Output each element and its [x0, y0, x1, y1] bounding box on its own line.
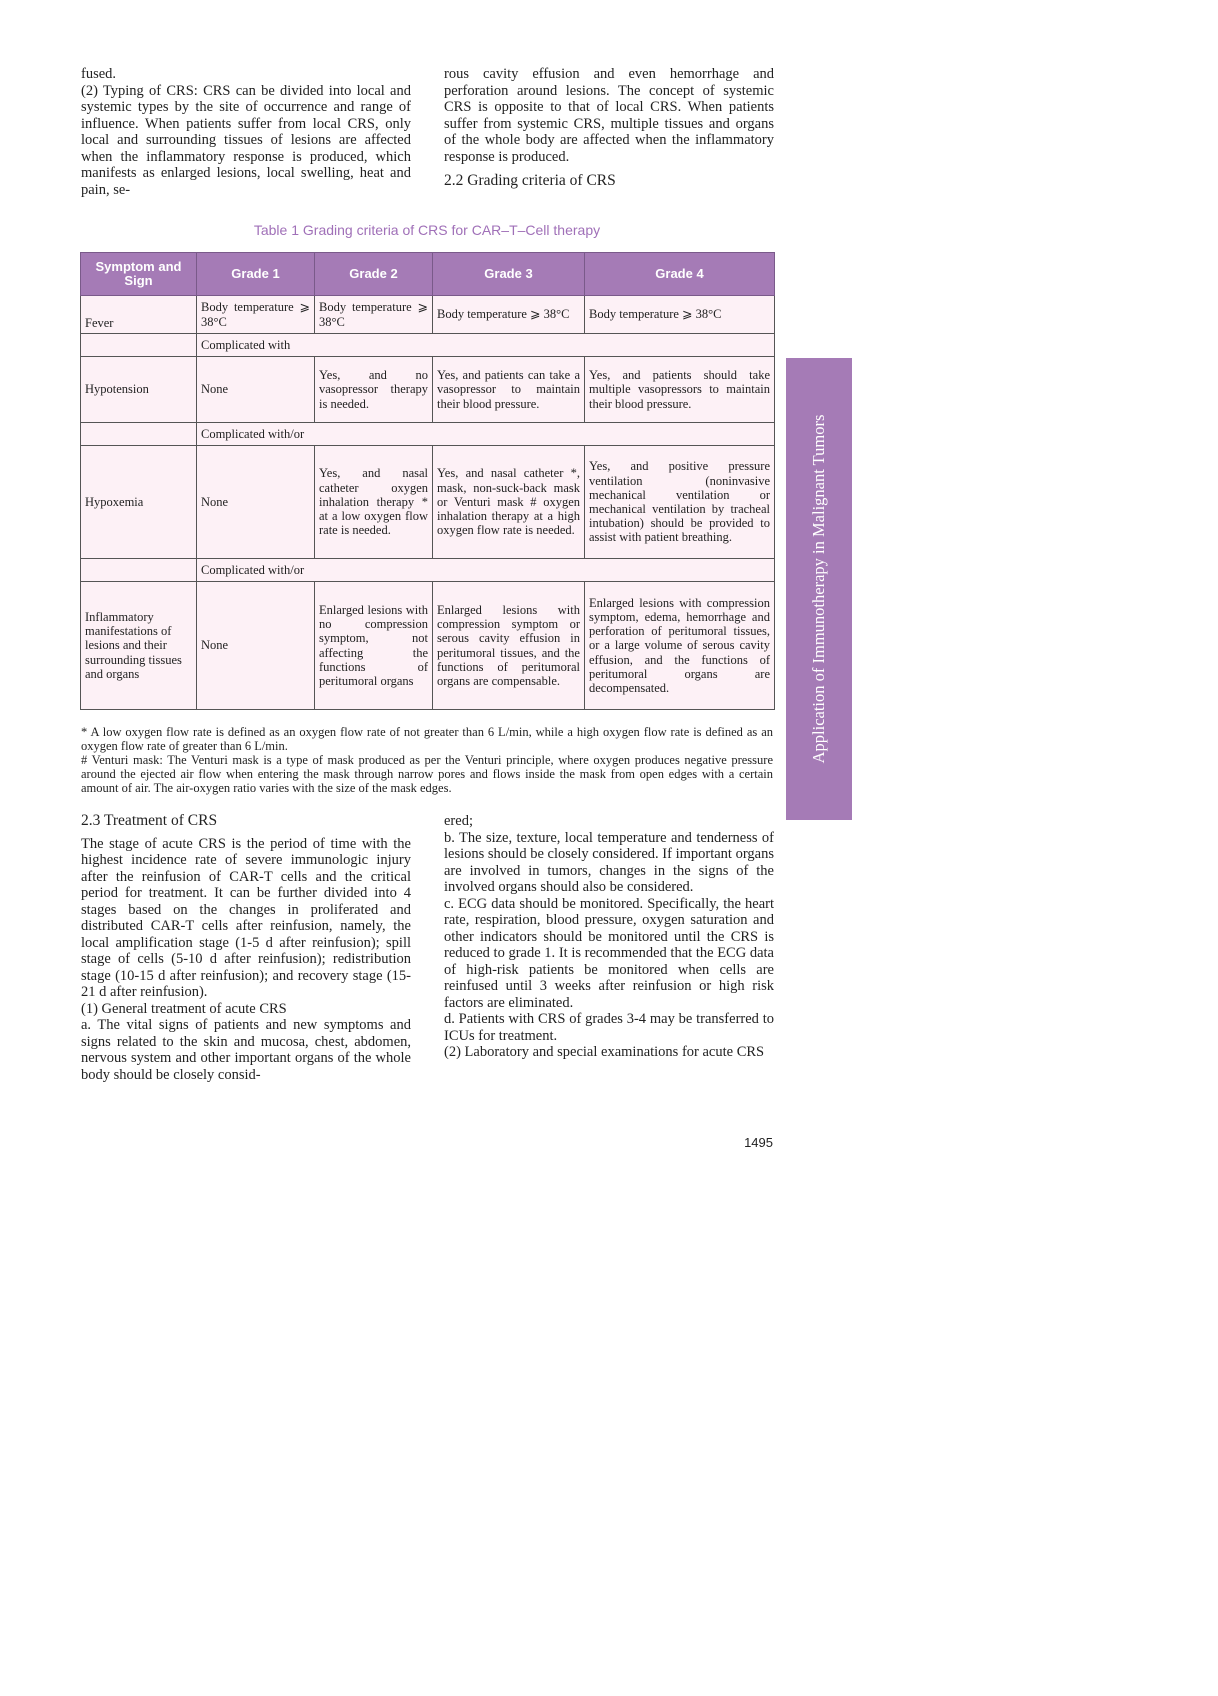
paragraph: (2) Typing of CRS: CRS can be divided into local and systemic types by the site of occurrence and range of influence. When patients suffer from local CRS, only local and surrounding tissues of lesions are affected when the inflammatory response is produced, which manifests as enlarged lesions, local swelling, heat and pain, se-: [81, 82, 411, 198]
top-left-column: [81, 66, 411, 198]
section-heading: 2.2 Grading criteria of CRS: [444, 172, 616, 189]
table-cell: Body temperature ⩾ 38°C: [585, 296, 775, 334]
crs-grading-table: [80, 252, 775, 710]
table-cell: Enlarged lesions with compression symptom, edema, hemorrhage and perforation of peritumoral tissues, or a large volume of serous cavity effusion, and the functions of peritumoral organs are decompensated.: [585, 582, 775, 710]
table-cell: Hypotension: [81, 357, 197, 423]
table-row: [81, 446, 775, 559]
section-heading: 2.3 Treatment of CRS: [81, 812, 218, 829]
paragraph: ered;: [444, 813, 473, 829]
table-cell: [81, 559, 197, 582]
table-cell: Fever: [81, 296, 197, 334]
table-cell: Yes, and patients should take multiple vasopressors to maintain their blood pressure.: [585, 357, 775, 423]
bottom-left-column: [81, 813, 411, 1083]
table-cell: None: [197, 357, 315, 423]
bottom-right-column: [444, 813, 774, 1061]
table-row: [81, 582, 775, 710]
table-cell: [81, 334, 197, 357]
table-row: [81, 296, 775, 334]
paragraph: The stage of acute CRS is the period of time with the highest incidence rate of severe immunologic injury after the reinfusion of CAR-T cells and the critical period for treatment. It can be further divided into 4 stages based on the changes in proliferated and distributed CAR-T cells after reinfusion, namely, the local amplification stage (1-5 d after reinfusion); spill stage of cells (5-10 d after reinfusion); redistribution stage (10-15 d after reinfusion); and recovery stage (15-21 d after reinfusion).: [81, 835, 411, 1000]
column-header: Grade 4: [585, 253, 775, 296]
subheading: (2) Laboratory and special examinations for acute CRS: [444, 1044, 765, 1060]
table-cell: Yes, and patients can take a vasopressor to maintain their blood pressure.: [433, 357, 585, 423]
table-cell: Yes, and nasal catheter *, mask, non-suck-back mask or Venturi mask # oxygen inhalation therapy at a high oxygen flow rate is needed.: [433, 446, 585, 559]
column-header: Symptom and Sign: [81, 253, 197, 296]
table-cell: Yes, and positive pressure ventilation (noninvasive mechanical ventilation or mechanical ventilation by tracheal intubation) should be provided to assist with patient breathing.: [585, 446, 775, 559]
paragraph: b. The size, texture, local temperature and tenderness of lesions should be closely considered. If important organs are involved in tumors, changes in the signs of the involved organs should also be considered.: [444, 829, 774, 895]
table-cell: Body temperature ⩾ 38°C: [315, 296, 433, 334]
table-caption: Table 1 Grading criteria of CRS for CAR–T–Cell therapy: [253, 222, 601, 238]
table-cell: None: [197, 582, 315, 710]
paragraph: fused.: [81, 66, 117, 82]
table-row: [81, 334, 775, 357]
table-cell: Enlarged lesions with no compression symptom, not affecting the functions of peritumoral organs: [315, 582, 433, 710]
column-header: Grade 1: [197, 253, 315, 296]
table-header-row: [81, 253, 775, 296]
table-cell: Complicated with/or: [197, 423, 775, 446]
table-row: [81, 559, 775, 582]
column-header: Grade 2: [315, 253, 433, 296]
top-right-column: [444, 66, 774, 196]
table-row: [81, 423, 775, 446]
table-cell: [81, 423, 197, 446]
paragraph: a. The vital signs of patients and new symptoms and signs related to the skin and mucosa, chest, abdomen, nervous system and other important organs of the whole body should be closely consid-: [81, 1017, 411, 1083]
table-cell: None: [197, 446, 315, 559]
footnote: * A low oxygen flow rate is defined as an oxygen flow rate of not greater than 6 L/min, while a high oxygen flow rate is defined as an oxygen flow rate of greater than 6 L/min.: [81, 725, 773, 753]
side-tab-label: Application of Immunotherapy in Malignant Tumors: [809, 414, 828, 764]
page-number: 1495: [744, 1135, 773, 1150]
footnote: # Venturi mask: The Venturi mask is a type of mask produced as per the Venturi principle, where oxygen produces negative pressure around the ejected air flow when entering the mask through narrow pores and flows inside the mask from open edges with a certain amount of air. The air-oxygen ratio varies with the size of the mask edges.: [81, 753, 773, 795]
table-footnotes: [81, 725, 773, 795]
paragraph: rous cavity effusion and even hemorrhage and perforation around lesions. The concept of systemic CRS is opposite to that of local CRS. When patients suffer from systemic CRS, multiple tissues and organs of the whole body are affected when the inflammatory response is produced.: [444, 66, 774, 165]
paragraph: d. Patients with CRS of grades 3-4 may be transferred to ICUs for treatment.: [444, 1011, 774, 1044]
side-section-tab: [786, 358, 852, 820]
table-cell: Yes, and nasal catheter oxygen inhalation therapy * at a low oxygen flow rate is needed.: [315, 446, 433, 559]
paragraph: c. ECG data should be monitored. Specifically, the heart rate, respiration, blood pressure, oxygen saturation and other indicators should be monitored until the CRS is reduced to grade 1. It is recommended that the ECG data of high-risk patients be monitored when cells are reinfused until 3 weeks after reinfusion or high risk factors are eliminated.: [444, 895, 774, 1011]
table-cell: Body temperature ⩾ 38°C: [433, 296, 585, 334]
table-row: [81, 357, 775, 423]
table-cell: Hypoxemia: [81, 446, 197, 559]
table-cell: Yes, and no vasopressor therapy is needed.: [315, 357, 433, 423]
table-cell: Inflammatory manifestations of lesions and their surrounding tissues and organs: [81, 582, 197, 710]
table-cell: Complicated with: [197, 334, 775, 357]
table-cell: Complicated with/or: [197, 559, 775, 582]
column-header: Grade 3: [433, 253, 585, 296]
table-cell: Enlarged lesions with compression symptom or serous cavity effusion in peritumoral tissues, and the functions of peritumoral organs are compensable.: [433, 582, 585, 710]
table-cell: Body temperature ⩾ 38°C: [197, 296, 315, 334]
subheading: (1) General treatment of acute CRS: [81, 1000, 287, 1017]
